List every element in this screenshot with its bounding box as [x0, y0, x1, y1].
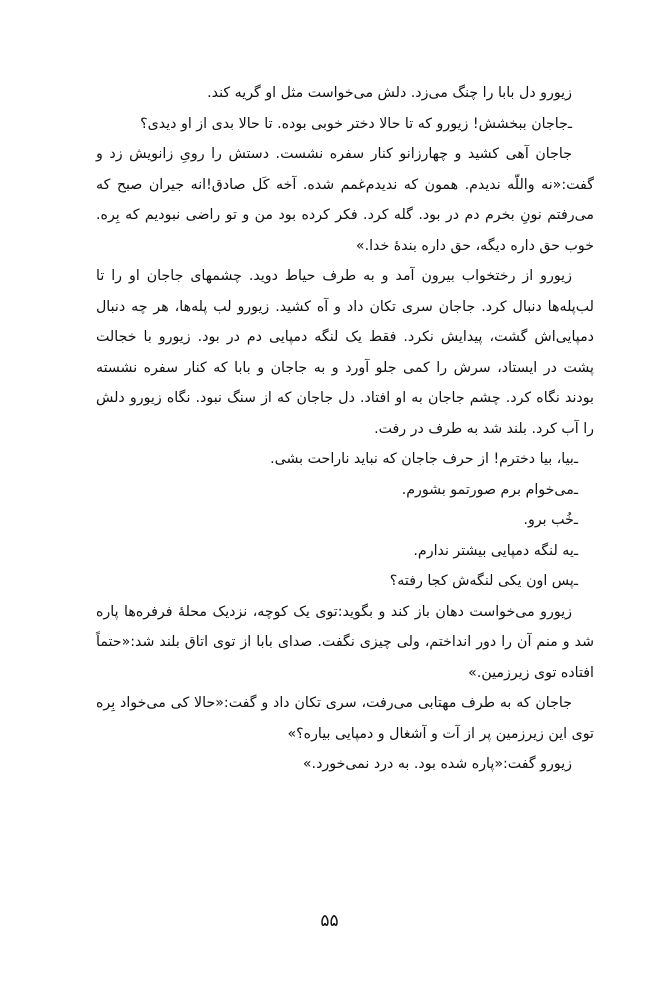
paragraph: جاجان آهی کشید و چهارزانو کنار سفره نشست. دستش را رویِ زانویش زد و گفت:«نه واللّه ندیدم. همون که ندیدم‌غمم شده. آخه کَل صادق!انه جیران صبح که می‌رفتم نونِ بخرم دم در بود. گله کرد. فکر کرده بود من و تو راضی نبودیم که بِره. خوب حق داره دیگه، حق داره بندهٔ خدا.»: [96, 146, 594, 254]
dialog-line: ـ‌پس اون یکی لنگه‌ش کجا رفته؟: [389, 573, 578, 589]
paragraph: زیورو دل بابا را چنگ می‌زد. دلش می‌خواست مثل او گریه کند.: [207, 85, 572, 101]
paragraph: ـ‌جاجان ببخشش! زیورو که تا حالا دختر خوبی بوده. تا حالا بدی از او دیدی؟: [140, 115, 572, 132]
paragraph: زیورو از رختخواب بیرون آمد و به طرف حیاط دوید. چشمهای جاجان او را تا لب‌پله‌ها دنبال کرد. جاجان سری تکان داد و آه کشید. زیورو لب پله‌ها، هر چه دنبال دمپایی‌اش گشت، پیدایش نکرد. فقط یک لنگه دمپایی دم در بود. زیورو با خجالت پشت در ایستاد، سرش را کمی جلو آورد و به جاجان و بابا که کنار سفره نشسته بودند نگاه کرد. چشم جاجان به او افتاد. دل جاجان که از سنگ نبود. نگاه زیورو دلش را آب کرد. بلند شد به طرف در رفت.: [96, 268, 594, 437]
dialog-line: ـ‌یه لنگه دمپایی بیشتر ندارم.: [413, 542, 578, 559]
paragraph: زیورو گفت:«پاره شده بود. به درد نمی‌خورد.»: [302, 756, 572, 772]
page-number: ۵۵: [320, 911, 339, 931]
paragraph: جاجان که به طرف مهتابی می‌رفت، سری تکان داد و گفت:«حالا کی می‌خواد بِره توی این زیرزمین پر از آت و آشغال و دمپایی بیاره؟»: [96, 695, 594, 742]
dialog-line: ـ‌بیا، بیا دخترم! از حرف جاجان که نباید ناراحت بشی.: [270, 451, 578, 467]
dialog-line: ـ‌می‌خوام برم صورتمو بشورم.: [401, 481, 578, 498]
page-body: [96, 78, 594, 780]
dialog-line: ـ‌خُب برو.: [523, 512, 578, 528]
paragraph: زیورو می‌خواست دهان باز کند و بگوید:توی یک کوچه، نزدیک محلهٔ فرفره‌ها پاره شد و منم آن را دور انداختم، ولی چیزی نگفت. صدای بابا از توی اتاق بلند شد:«حتماً افتاده توی زیرزمین.»: [96, 603, 594, 681]
